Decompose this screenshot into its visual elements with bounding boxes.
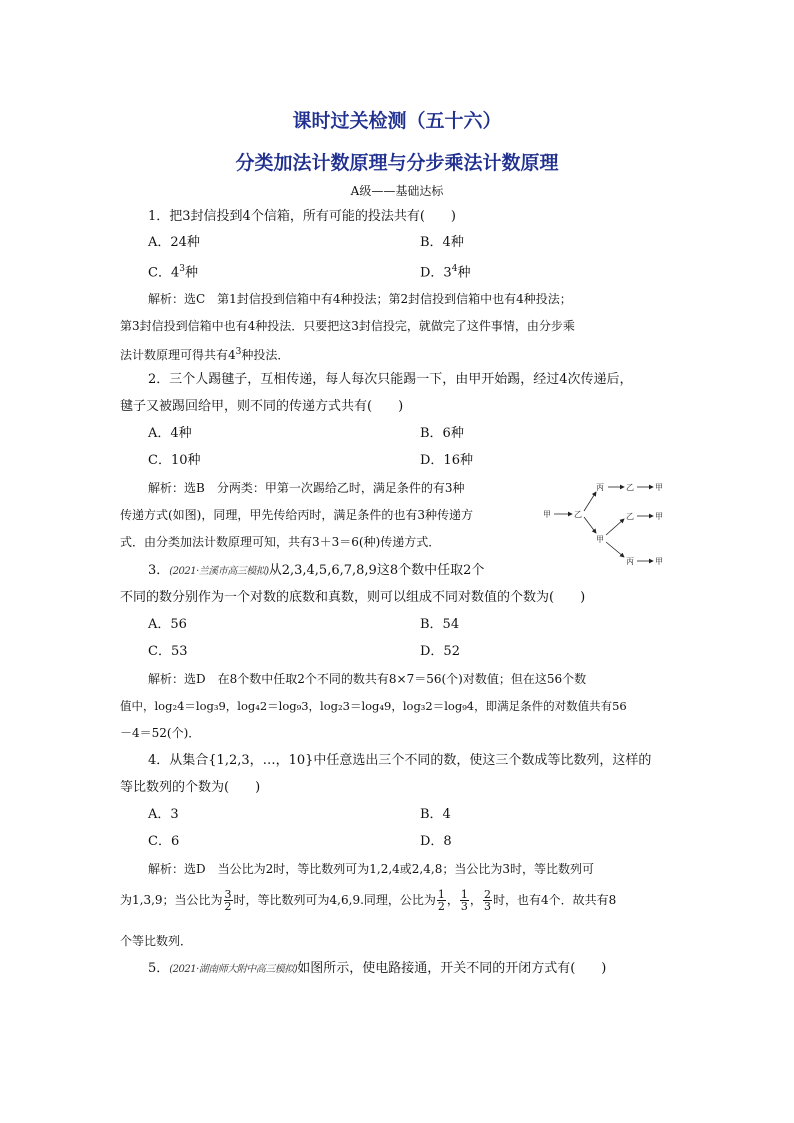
q1-option-c: C．$4^3$种 [148, 264, 198, 281]
q3-source: (2021·兰溪市高三模拟) [169, 566, 269, 577]
page-title: 课时过关检测（五十六） [292, 110, 502, 132]
q3-stem-line1: 3．(2021·兰溪市高三模拟)从2,3,4,5,6,7,8,9这8个数中任取2个 [148, 563, 485, 578]
q2-solution-line2: 传递方式(如图)，同理，甲先传给丙时，满足条件的也有3种传递方 [120, 508, 474, 522]
tree-node-bing-bottom: 丙 [626, 557, 634, 566]
q3-option-b: B．54 [420, 617, 460, 632]
tree-node-yi-top: 乙 [626, 483, 634, 492]
q4-solution-line3: 个等比数列． [120, 934, 193, 948]
q3-solution-line3: －4＝52(个)． [120, 726, 201, 740]
tree-node-jia-bottom: 甲 [655, 557, 663, 566]
q1-solution-line2: 第3封信投到信箱中也有4种投法．只要把这3封信投完，就做完了这件事情，由分步乘 [120, 319, 575, 333]
q5-source: (2021·湖南师大附中高三模拟) [169, 964, 298, 975]
q2-stem-line2: 毽子又被踢回给甲，则不同的传递方式共有( ) [120, 399, 404, 414]
fraction-3-2: $\frac{3}{2}$ [224, 888, 232, 913]
q3-option-d: D．52 [420, 644, 460, 659]
q2-tree-diagram [538, 475, 678, 570]
q3-option-c: C．53 [148, 644, 188, 659]
q2-option-a: A．4种 [148, 426, 192, 441]
tree-node-jia-mid-end: 甲 [655, 512, 663, 521]
level-heading: A级——基础达标 [350, 184, 444, 198]
q4-option-b: B．4 [420, 807, 451, 822]
fraction-1-3: $\frac{1}{3}$ [460, 888, 468, 913]
tree-node-yi-mid: 乙 [626, 512, 634, 521]
fraction-2-3: $\frac{2}{3}$ [483, 888, 491, 913]
tree-edge-6 [606, 519, 624, 535]
q2-option-b: B．6种 [420, 426, 464, 441]
tree-node-yi: 乙 [574, 510, 582, 519]
q4-option-c: C．6 [148, 834, 180, 849]
q4-stem-line1: 4．从集合{1,2,3，…，10}中任意选出三个不同的数，使这三个数成等比数列，这样的 [148, 753, 652, 768]
tree-node-root-jia: 甲 [543, 510, 551, 519]
q4-solution-line1: 解析：选D 当公比为2时，等比数列可为1,2,4或2,4,8；当公比为3时，等比数列可 [148, 862, 594, 876]
q4-option-d: D．8 [420, 834, 452, 849]
page-subtitle: 分类加法计数原理与分步乘法计数原理 [235, 152, 559, 174]
q1-option-a: A．24种 [148, 235, 200, 250]
tree-node-jia-top: 甲 [655, 483, 663, 492]
q2-solution-line3: 式．由分类加法计数原理可知，共有3＋3＝6(种)传递方式． [120, 535, 441, 549]
q2-option-d: D．16种 [420, 453, 473, 468]
tree-edge-2 [584, 492, 596, 511]
q2-stem-line1: 2．三个人踢毽子，互相传递，每人每次只能踢一下，由甲开始踢，经过4次传递后， [148, 372, 633, 387]
q1-solution-line1: 解析：选C 第1封信投到信箱中有4种投法；第2封信投到信箱中也有4种投法； [148, 292, 572, 306]
q2-option-c: C．10种 [148, 453, 201, 468]
q4-stem-line2: 等比数列的个数为( ) [120, 780, 261, 795]
q3-option-a: A．56 [148, 617, 187, 632]
q2-solution-line1: 解析：选B 分两类：甲第一次踢给乙时，满足条件的有3种 [148, 481, 465, 495]
q5-stem: 5．(2021·湖南师大附中高三模拟)如图所示，使电路接通，开关不同的开闭方式有( ) [148, 961, 607, 976]
tree-edge-8 [606, 542, 624, 557]
q4-option-a: A．3 [148, 807, 179, 822]
q3-stem-line2: 不同的数分别作为一个对数的底数和真数，则可以组成不同对数值的个数为( ) [120, 590, 586, 605]
q1-option-d: D．$3^4$种 [420, 264, 471, 281]
q1-solution-line3: 法计数原理可得共有$4^3$种投法． [120, 347, 290, 362]
tree-edge-5 [584, 517, 596, 533]
q1-option-b: B．4种 [420, 235, 464, 250]
q3-solution-line2: 值中，log₂4＝log₃9，log₄2＝log₉3，log₂3＝log₄9，log₃2＝log₉4，即满足条件的对数值共有56 [120, 699, 627, 713]
q1-stem: 1．把3封信投到4个信箱，所有可能的投法共有( ) [148, 209, 456, 224]
tree-node-jia-mid: 甲 [596, 535, 604, 544]
q3-solution-line1: 解析：选D 在8个数中任取2个不同的数共有8×7＝56(个)对数值；但在这56个数 [148, 672, 587, 686]
fraction-1-2: $\frac{1}{2}$ [437, 888, 445, 913]
tree-node-bing-top: 丙 [596, 483, 604, 492]
q4-solution-line2: 为1,3,9；当公比为 $\frac{3}{2}$ 时，等比数列可为4,6,9.同理，公比为 $\frac{1}{2}$ ， $\frac{1}{3}$ ， $\frac{2}{3}$ 时，也有4个．故共有8 [120, 888, 617, 913]
